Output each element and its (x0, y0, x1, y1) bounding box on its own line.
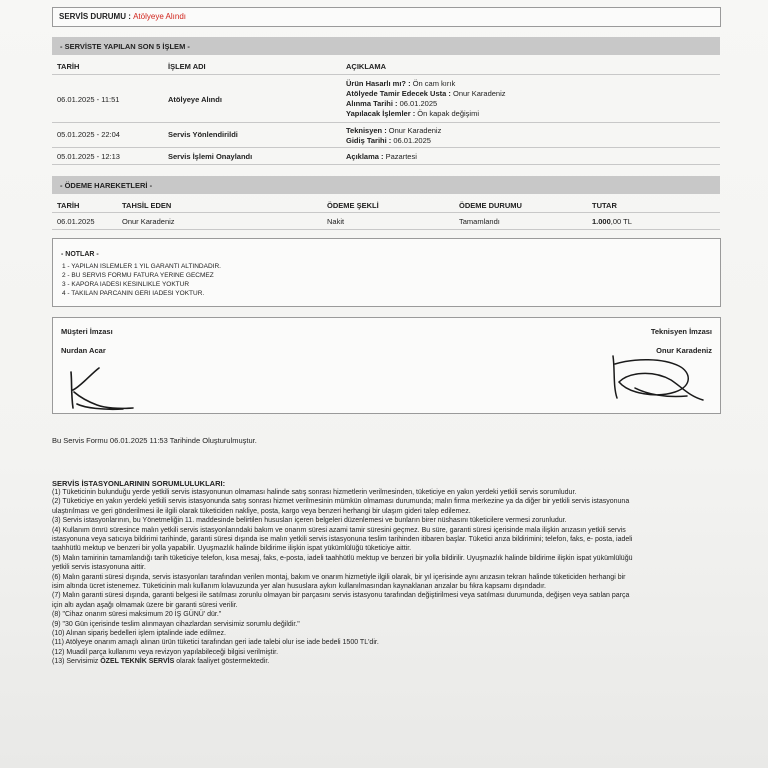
responsibility-line: (4) Kullanım ömrü süresince malın yetkili servis istasyonlarındaki bakım ve onarım süresi azami tamir süresini geçmez. Bu süre, garanti süresi içerisinde mala ilişkin arızasın yetkili servis (52, 526, 626, 534)
service-status (59, 12, 186, 21)
pay-amount: 1.000,00 TL (592, 217, 632, 226)
responsibility-line: istasyonuna veya satıcıya bildirimi tarihinde, garanti süresi dışında ise malın yetkili servis istasyonuna teslim tarihinden itibaren başlar. Tüketici arıza bildirimini; telefon, faks, e- posta, iadeli (52, 536, 633, 543)
service-status-box (52, 7, 721, 27)
notes-title: - NOTLAR - (61, 251, 99, 258)
customer-signature-image (63, 364, 163, 412)
responsibility-line: (7) Malın garanti süresi dışında, garanti belgesi ile satılması zorunlu olmayan bir parçasını servis istasyonu tarafından değiştirilmesi veya satılması durumunda, değişen veya satılan parça (52, 592, 630, 600)
pay-col-amount-header: TUTAR (592, 201, 617, 210)
row-date: 06.01.2025 - 11:51 (57, 95, 120, 104)
last-operations-title: - SERVİSTE YAPILAN SON 5 İŞLEM - (60, 42, 190, 51)
row-operation: Atölyeye Alındı (168, 95, 222, 104)
divider (52, 212, 720, 213)
signature-box (52, 317, 721, 414)
note-item: 4 - TAKILAN PARCANIN GERI IADESI YOKTUR. (62, 290, 205, 297)
created-note: Bu Servis Formu 06.01.2025 11:53 Tarihinde Oluşturulmuştur. (52, 436, 257, 445)
divider (52, 74, 720, 75)
technician-name: Onur Karadeniz (656, 346, 712, 355)
responsibilities-title: SERVİS İSTASYONLARININ SORUMLULUKLARI: (52, 479, 226, 488)
last-operations-header (52, 37, 720, 55)
responsibility-line: ulaştırılması ve geri gönderilmesi ile ilgili olarak tüketiciden nakliye, posta, kargo veya benzeri herhangi bir ulaşım gideri talep edilemez. (52, 507, 471, 515)
divider (52, 164, 720, 165)
divider (52, 229, 720, 230)
row-desc-line: Alınma Tarihi : 06.01.2025 (346, 99, 438, 108)
note-item: 2 - BU SERVIS FORMU FATURA YERINE GECMEZ (62, 272, 214, 279)
col-description-header: AÇIKLAMA (346, 62, 386, 71)
responsibility-line: (12) Muadil parça kullanımı veya revizyon yapılabileceği bilgisi verilmiştir. (52, 648, 279, 656)
divider (52, 147, 720, 148)
pay-col-date-header: TARİH (57, 201, 80, 210)
responsibility-line: taahhütlü mektup ve benzeri bir yolla yapabilir. Uyuşmazlık halinde bildirime ilişkin ispat yükümlülüğü tüketiciye aittir. (52, 545, 412, 553)
row-desc-line: Ürün Hasarlı mı? : Ön cam kırık (346, 79, 456, 88)
pay-col-method-header: ÖDEME ŞEKLİ (327, 201, 379, 210)
row-desc-line: Teknisyen : Onur Karadeniz (346, 126, 442, 135)
responsibility-line: (8) "Cihaz onarım süresi maksimum 20 İŞ GÜNÜ' dür." (52, 611, 222, 619)
payments-header (52, 176, 720, 194)
pay-date: 06.01.2025 (57, 217, 95, 226)
payments-title: - ÖDEME HAREKETLERİ - (60, 181, 153, 190)
col-date-header: TARİH (57, 62, 80, 71)
responsibility-line: (5) Malın tamirinin tamamlandığı tarih tüketiciye telefon, kısa mesaj, faks, e-posta, iadeli taahhütlü mektup ve benzeri bir yolla bildirilir. Uyuşmazlık halinde bildirime ilişkin ispat yükümlülüğü (52, 554, 633, 562)
customer-signature-label: Müşteri İmzası (61, 327, 113, 336)
col-operation-header: İŞLEM ADI (168, 62, 206, 71)
row-desc-line: Açıklama : Pazartesi (346, 152, 417, 161)
note-item: 3 - KAPORA IADESI KESINLIKLE YOKTUR (62, 281, 190, 288)
row-date: 05.01.2025 - 22:04 (57, 130, 120, 139)
service-status-label: SERVİS DURUMU : (59, 12, 131, 21)
notes-box (52, 238, 721, 307)
responsibility-line: (1) Tüketicinin bulunduğu yerde yetkili servis istasyonunun olmaması halinde satış sonrası hizmetlerin verilmesinden, tüketiciye en yakın yerdeki yetkili servis sorumludur. (52, 489, 577, 496)
responsibility-line: (10) Alınan sipariş bedelleri işlem iptalinde iade edilmez. (52, 630, 226, 637)
responsibility-line: isim altında ücret istenemez. Tüketicinin malı kullanım kılavuzunda yer alan hususlara aykırı kullanılmasından kaynaklanan arızalar bu fıkra kapsamı dışındadır. (52, 583, 547, 590)
row-desc-line: Atölyede Tamir Edecek Usta : Onur Karadeniz (346, 89, 506, 98)
service-status-value: Atölyeye Alındı (133, 12, 187, 21)
pay-state: Tamamlandı (459, 217, 500, 226)
responsibility-line: (3) Servis istasyonlarının, bu Yönetmeliğin 11. maddesinde belirtilen hususları içeren belgeleri düzenlemesi ve bunların birer nüshasını tüketicilere vermesi zorunludur. (52, 517, 567, 525)
responsibility-line: (13) Servisimiz ÖZEL TEKNİK SERVİS olarak faaliyet göstermektedir. (52, 658, 270, 666)
pay-col-state-header: ÖDEME DURUMU (459, 201, 522, 210)
technician-signature-label: Teknisyen İmzası (650, 327, 712, 336)
responsibility-line: için altı aydan aşağı olmamak üzere bir garanti süresi verilir. (52, 601, 238, 609)
responsibility-line: (11) Atölyeye onarım amaçlı alınan ürün tüketici tarafından geri iade talebi olur ise iade bedeli 1500 TL'dir. (52, 639, 379, 647)
row-desc-line: Yapılacak İşlemler : Ön kapak değişimi (346, 109, 479, 118)
technician-signature-image (605, 352, 710, 408)
pay-col-collector-header: TAHSİL EDEN (122, 201, 172, 210)
responsibility-line: yetkili servis istasyonuna aittir. (52, 564, 146, 572)
customer-name: Nurdan Acar (61, 346, 106, 355)
pay-collector: Onur Karadeniz (122, 217, 175, 226)
row-operation: Servis İşlemi Onaylandı (168, 152, 253, 161)
divider (52, 122, 720, 123)
row-operation: Servis Yönlendirildi (168, 130, 238, 139)
responsibility-line: (6) Malın garanti süresi dışında, servis istasyonları tarafından verilen montaj, bakım ve onarım hizmetiyle ilgili olarak, bir yıl içerisinde aynı arızasın tekrarı halinde tüketiciden herhangi bir (52, 573, 626, 581)
pay-method: Nakit (327, 217, 345, 226)
row-desc-line: Gidiş Tarihi : 06.01.2025 (346, 136, 431, 145)
responsibility-line: (2) Tüketiciye en yakın yerdeki yetkili servis istasyonunda satış sonrası hizmet verilmesinin mümkün olmaması durumunda; malın firma merkezine ya da diğer bir yetkili servis istasyonuna (52, 498, 630, 506)
row-date: 05.01.2025 - 12:13 (57, 152, 120, 161)
responsibility-line: (9) "30 Gün içerisinde teslim alınmayan cihazlardan servisimiz sorumlu değildir." (52, 620, 300, 628)
note-item: 1 - YAPILAN ISLEMLER 1 YIL GARANTI ALTINDADIR. (62, 263, 221, 270)
